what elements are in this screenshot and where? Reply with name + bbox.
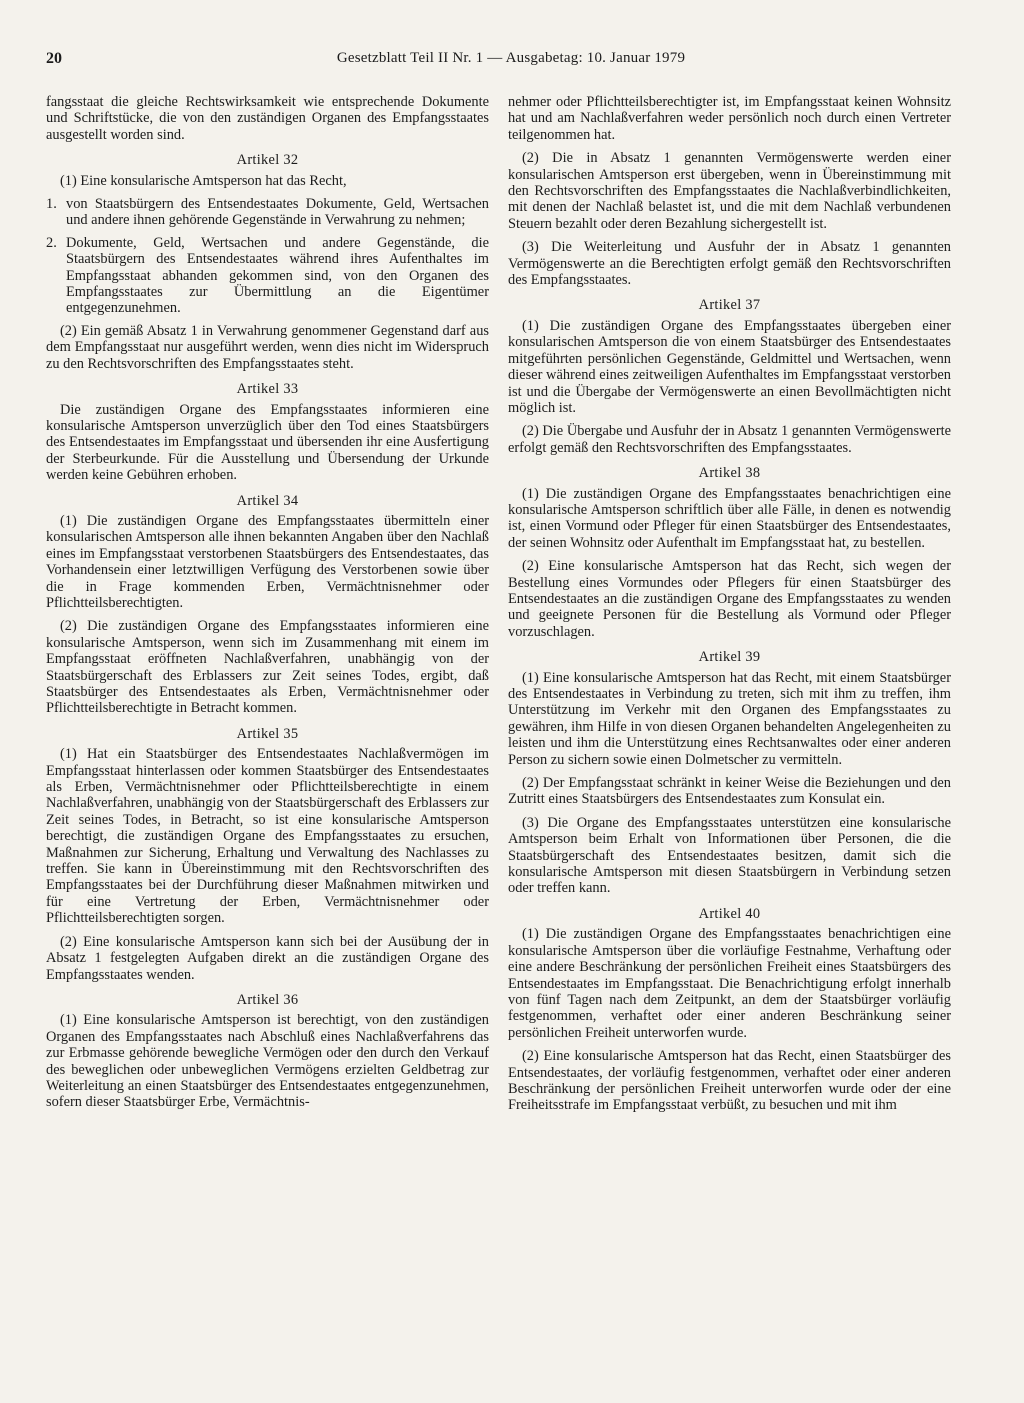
article-heading: Artikel 33: [236, 381, 299, 398]
continuation-paragraph: nehmer oder Pflichtteilsberechtigter ist, im Empfangsstaat keinen Wohnsitz hat und am Nachlaßverfahren weder persönlich noch durch einen Vertreter teilgenommen hat.: [508, 94, 951, 143]
paragraph: (1) Die zuständigen Organe des Empfangsstaates übergeben einer konsularischen Amtsperson die von einem Staatsbürger des Entsendestaates mitgeführten persönlichen Gegenstände, Geldmittel und Wertsachen, wenn dieser während eines zeitweiligen Aufenthaltes im Empfangsstaat verstorben ist und die Übergabe der Vermögenswerte an einen Bevollmächtigten nicht möglich ist.: [508, 317, 951, 416]
right-column: [508, 94, 951, 1334]
paragraph: (2) Ein gemäß Absatz 1 in Verwahrung genommener Gegenstand darf aus dem Empfangsstaat nur ausgeführt werden, wenn dies nicht im Widerspruch zu den Rechtsvorschriften des Empfangsstaates steht.: [46, 322, 489, 372]
page-header: [46, 50, 976, 74]
article-heading: Artikel 39: [698, 649, 761, 666]
paragraph: (2) Die Übergabe und Ausfuhr der in Absatz 1 genannten Vermögenswerte erfolgt gemäß den Rechtsvorschriften des Empfangsstaates.: [508, 423, 951, 456]
article-heading: Artikel 37: [698, 297, 761, 314]
paragraph: (1) Eine konsularische Amtsperson hat das Recht,: [60, 172, 347, 189]
paragraph: (1) Die zuständigen Organe des Empfangsstaates übermitteln einer konsularischen Amtsperson alle ihnen bekannten Angaben über den Nachlaß eines im Empfangsstaat verstorbenen Staatsbürgers des Entsendestaates, das Vorhandensein einer letztwilligen Verfügung des Verstorbenen sowie über die in Frage kommenden Erben, Vermächtnisnehmer oder Pflichtteilsberechtigten.: [46, 512, 489, 611]
paragraph: (2) Der Empfangsstaat schränkt in keiner Weise die Beziehungen und den Zutritt eines Staatsbürgers des Entsendestaates zum Konsulat ein.: [508, 775, 951, 808]
paragraph: (2) Die zuständigen Organe des Empfangsstaates informieren eine konsularische Amtsperson, wenn sich im Zusammenhang mit einem im Empfangsstaat eröffneten Nachlaßverfahren, unabhängig von der Staatsbürgerschaft des Erblassers zur Zeit seines Todes, ergibt, daß Staatsbürger des Entsendestaates als Erben, Vermächtnisnehmer oder Pflichtteilsberechtigte in Betracht kommen.: [46, 618, 489, 717]
article-heading: Artikel 32: [236, 152, 299, 169]
left-column: [46, 94, 489, 1334]
paragraph: (1) Eine konsularische Amtsperson ist berechtigt, von den zuständigen Organen des Empfangsstaates nach Abschluß eines Nachlaßverfahrens das zur Erbmasse gehörende bewegliche Vermögen oder den durch den Verkauf des beweglichen oder unbeweglichen Vermögens erzielten Geldbetrag zur Weiterleitung an einen Staatsbürger des Entsendestaates entgegenzunehmen, sofern dieser Staatsbürger Erbe, Vermächtnis-: [46, 1012, 489, 1111]
article-heading: Artikel 40: [698, 905, 761, 922]
paragraph: (1) Eine konsularische Amtsperson hat das Recht, mit einem Staatsbürger des Entsendestaates in Verbindung zu treten, sich mit ihm zu treffen, ihm Unterstützung im Verkehr mit den Organen des Empfangsstaates zu gewähren, ihm Hilfe in von diesen Organen behandelten Angelegenheiten zu leisten und ihm die Unterstützung eines Rechtsanwaltes oder einer anderen Person zu sichern sowie einen Dolmetscher zu vermitteln.: [508, 669, 951, 768]
paragraph: (2) Eine konsularische Amtsperson kann sich bei der Ausübung der in Absatz 1 festgelegten Aufgaben direkt an die zuständigen Organe des Empfangsstaates wenden.: [46, 933, 489, 983]
article-heading: Artikel 38: [698, 465, 761, 482]
list-number: 2.: [46, 234, 57, 251]
article-heading: Artikel 36: [236, 991, 299, 1008]
paragraph: (1) Die zuständigen Organe des Empfangsstaates benachrichtigen eine konsularische Amtsperson schriftlich über alle Fälle, in denen es notwendig ist, einen Vormund oder Pfleger für einen Staatsbürger des Entsendestaates, der seinen Wohnsitz oder Aufenthalt im Empfangsstaat hat, zu bestellen.: [508, 485, 951, 551]
paragraph: (2) Eine konsularische Amtsperson hat das Recht, einen Staatsbürger des Entsendestaates, der vorläufig festgenommen, verhaftet oder einer anderen Beschränkung der persönlichen Freiheit unterworfen wurde oder der eine Freiheitsstrafe im Empfangsstaat verbüßt, zu besuchen und mit ihm: [508, 1048, 951, 1114]
list-number: 1.: [46, 196, 57, 213]
list-text: von Staatsbürgern des Entsendestaates Dokumente, Geld, Wertsachen und andere ihnen gehörende Gegenstände in Verwahrung zu nehmen;: [66, 196, 489, 229]
list-item: [46, 196, 489, 229]
paragraph: (2) Die in Absatz 1 genannten Vermögenswerte werden einer konsularischen Amtsperson erst übergeben, wenn in Übereinstimmung mit den Rechtsvorschriften des Empfangsstaates die Nachlaßverbindlichkeiten, mit denen der Nachlaß belastet ist, und die mit dem Nachlaß verbundenen Steuern bezahlt oder deren Bezahlung sichergestellt ist.: [508, 150, 951, 232]
list-item: [46, 235, 489, 317]
paragraph: (2) Eine konsularische Amtsperson hat das Recht, sich wegen der Bestellung eines Vormundes oder Pflegers für einen Staatsbürger des Entsendestaates an die zuständigen Organe des Empfangsstaates zu wenden und geeignete Personen für die Bestellung als Vormund oder Pfleger vorzuschlagen.: [508, 558, 951, 640]
paragraph: (1) Die zuständigen Organe des Empfangsstaates benachrichtigen eine konsularische Amtsperson über die vorläufige Festnahme, Verhaftung oder eine andere Beschränkung der persönlichen Freiheit eines Staatsbürgers des Entsendestaates im Empfangsstaat. Die Benachrichtigung erfolgt innerhalb von fünf Tagen nach dem Zeitpunkt, an dem der Staatsbürger vorläufig festgenommen, verhaftet oder einer anderen Beschränkung seiner persönlichen Freiheit unterworfen wurde.: [508, 926, 951, 1041]
page-number: 20: [46, 50, 62, 67]
paragraph: (3) Die Organe des Empfangsstaates unterstützen eine konsularische Amtsperson beim Erhalt von Informationen über Personen, die die Staatsbürgerschaft des Entsendestaates besitzen, damit sich die konsularische Amtsperson mit diesen Staatsbürgern in Verbindung setzen oder treffen kann.: [508, 814, 951, 897]
paragraph: (1) Hat ein Staatsbürger des Entsendestaates Nachlaßvermögen im Empfangsstaat hinterlassen oder kommen Staatsbürger des Entsendestaates als Erben, Vermächtnisnehmer oder Pflichtteilsberechtigte in einem Nachlaßverfahren, unabhängig von der Staatsbürgerschaft des Erblassers zur Zeit seines Todes, in Betracht, so ist eine konsularische Amtsperson berechtigt, die zuständigen Organe des Empfangsstaates zu ersuchen, Maßnahmen zur Sicherung, Erhaltung und Verwaltung des Nachlasses zu treffen. Sie kann in Übereinstimmung mit den Rechtsvorschriften des Empfangsstaates bei der Durchführung dieser Maßnahmen mitwirken und für eine Vertretung der Erben, Vermächtnisnehmer oder Pflichtteilsberechtigten sorgen.: [46, 746, 489, 927]
list-text: Dokumente, Geld, Wertsachen und andere Gegenstände, die Staatsbürgern des Entsendestaates während ihres Aufenthaltes im Empfangsstaat abhanden gekommen sind, von den Organen des Empfangsstaates zur Übermittlung an die Eigentümer entgegenzunehmen.: [66, 234, 489, 317]
article-heading: Artikel 35: [236, 725, 299, 742]
header-title: Gesetzblatt Teil II Nr. 1 — Ausgabetag: 10. Januar 1979: [336, 50, 686, 66]
paragraph: Die zuständigen Organe des Empfangsstaates informieren eine konsularische Amtsperson unverzüglich über den Tod eines Staatsbürgers des Entsendestaates im Empfangsstaat und übersenden ihr eine Ausfertigung der Sterbeurkunde. Für die Ausstellung und Übersendung der Urkunde werden keine Gebühren erhoben.: [46, 401, 489, 484]
paragraph: (3) Die Weiterleitung und Ausfuhr der in Absatz 1 genannten Vermögenswerte an die Berechtigten erfolgt gemäß den Rechtsvorschriften des Empfangsstaates.: [508, 239, 951, 289]
article-heading: Artikel 34: [236, 492, 299, 509]
continuation-paragraph: fangsstaat die gleiche Rechtswirksamkeit wie entsprechende Dokumente und Schriftstücke, die von den zuständigen Organen des Empfangsstaates ausgestellt worden sind.: [46, 94, 489, 143]
